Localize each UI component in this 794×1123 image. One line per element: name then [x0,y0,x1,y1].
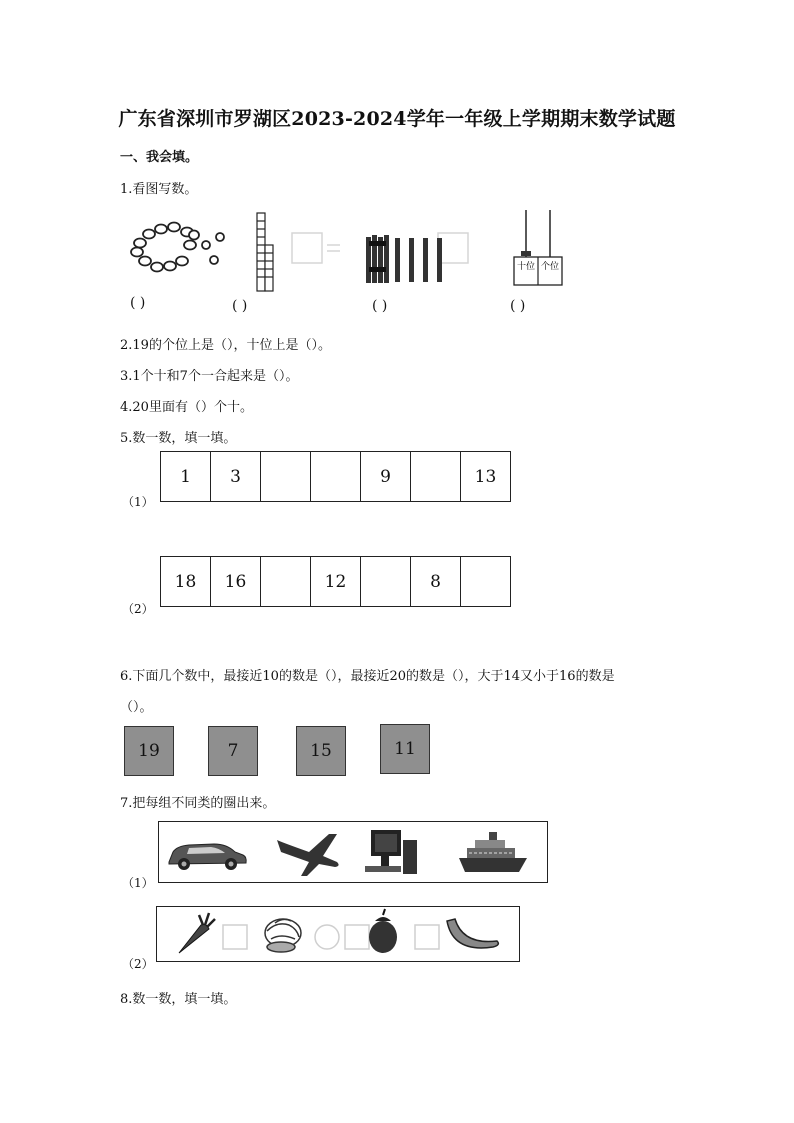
q5-label-1: （1） [122,495,154,509]
number-card: 15 [296,726,346,776]
question-6: 6.下面几个数中，最接近10的数是（），最接近20的数是（），大于14又小于16的数是 [120,669,615,684]
question-4: 4.20里面有（）个十。 [120,400,253,415]
number-sequence-1 [160,451,511,502]
picture-group-2 [156,906,520,962]
sequence-blank[interactable] [361,557,411,606]
sequence-blank[interactable] [411,452,461,501]
sequence-blank[interactable] [261,452,311,501]
sequence-cell: 9 [361,452,411,501]
sequence-cell: 12 [311,557,361,606]
banana-icon[interactable] [447,919,498,948]
page-title: 广东省深圳市罗湖区2023-2024学年一年级上学期期末数学试题 [118,108,676,130]
q5-label-2: （2） [122,602,154,616]
airplane-icon[interactable] [277,834,339,876]
carrot-icon[interactable] [179,913,215,953]
question-6-continued: （）。 [120,700,153,715]
section-heading: 一、我会填。 [120,150,199,165]
answer-blank-3[interactable]: ( ) [372,298,388,314]
question-8: 8.数一数，填一填。 [120,992,237,1007]
question-1: 1.看图写数。 [120,182,198,197]
car-icon[interactable] [169,844,246,870]
question-3: 3.1个十和7个一合起来是（）。 [120,369,299,384]
base-ten-blocks-icon [257,213,273,291]
cabbage-icon[interactable] [265,919,301,952]
question-7: 7.把每组不同类的圈出来。 [120,796,276,811]
number-card: 7 [208,726,258,776]
stick-bundle-icon [366,235,442,283]
sequence-cell: 13 [474,466,497,487]
ship-icon[interactable] [459,832,527,872]
counting-pictures [120,205,580,295]
sequence-blank[interactable] [261,557,311,606]
abacus-icon [514,210,562,285]
question-2: 2.19的个位上是（），十位上是（）。 [120,338,331,353]
picture-group-1 [158,821,548,883]
number-sequence-2 [160,556,511,607]
number-card: 11 [380,724,430,774]
svg-text:个位: 个位 [540,262,560,272]
q7-label-1: （1） [122,876,154,890]
sequence-blank[interactable] [461,557,510,606]
q7-label-2: （2） [122,957,154,971]
computer-icon[interactable] [365,830,417,874]
answer-blank-2[interactable]: ( ) [232,298,248,314]
sequence-cell: 3 [211,452,261,501]
sequence-blank[interactable] [311,452,361,501]
sequence-cell: 8 [411,557,461,606]
bead-necklace-icon [131,223,224,272]
question-5: 5.数一数，填一填。 [120,431,237,446]
answer-blank-1[interactable]: ( ) [130,295,146,311]
svg-text:十位: 十位 [516,262,536,272]
answer-blank-4[interactable]: ( ) [510,298,526,314]
sequence-cell: 18 [161,557,211,606]
number-card: 19 [124,726,174,776]
eggplant-icon[interactable] [369,909,397,953]
sequence-cell: 1 [161,452,211,501]
sequence-cell: 16 [211,557,261,606]
